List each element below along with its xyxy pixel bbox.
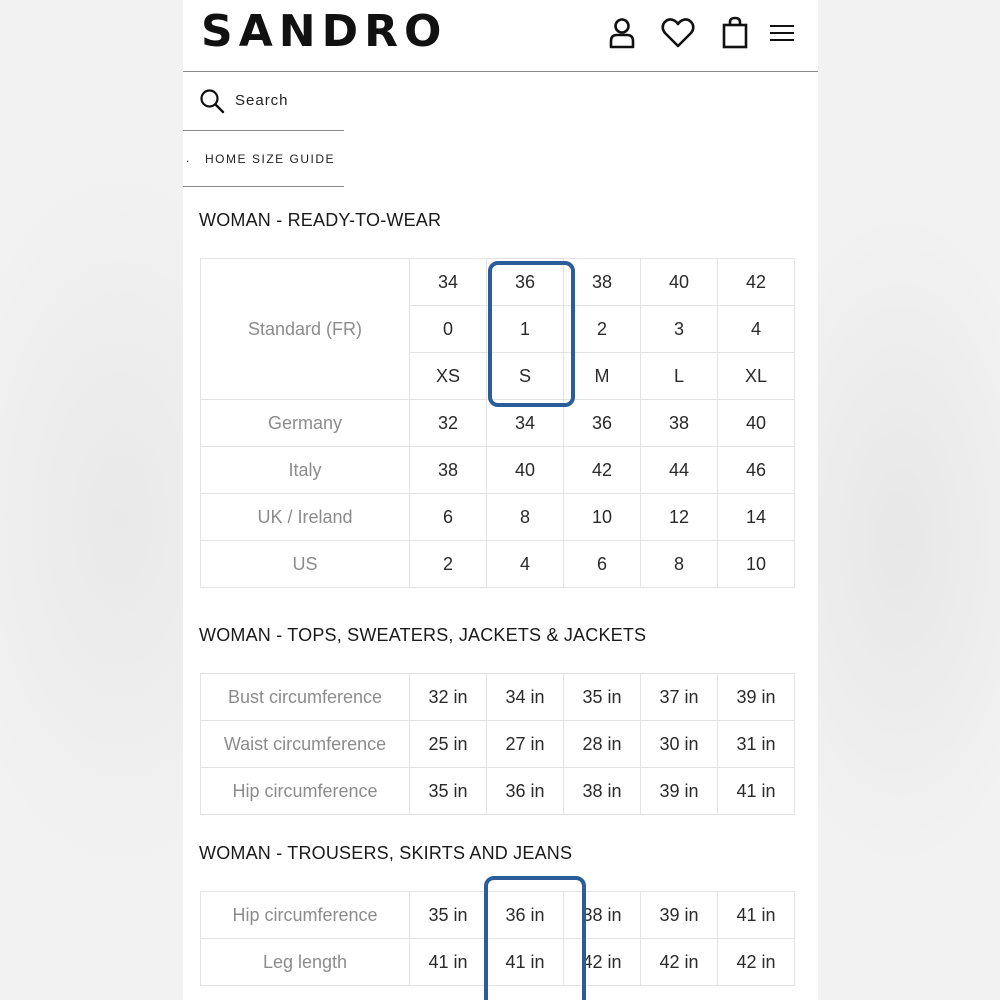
table-row bbox=[201, 494, 795, 541]
section-title-trousers: WOMAN - TROUSERS, SKIRTS AND JEANS bbox=[199, 843, 573, 863]
brand-logo[interactable]: SANDRO bbox=[201, 6, 448, 57]
size-cell: 34 bbox=[410, 259, 487, 306]
size-cell: 25 in bbox=[410, 721, 487, 768]
size-cell: 10 bbox=[564, 494, 641, 541]
size-guide-page bbox=[183, 0, 818, 1000]
table-row bbox=[201, 674, 795, 721]
row-label: Hip circumference bbox=[201, 768, 410, 815]
size-cell: 12 bbox=[641, 494, 718, 541]
size-cell: 8 bbox=[487, 494, 564, 541]
table-row bbox=[201, 400, 795, 447]
size-cell: 35 in bbox=[410, 768, 487, 815]
size-cell: 8 bbox=[641, 541, 718, 588]
row-label: Waist circumference bbox=[201, 721, 410, 768]
table-row bbox=[201, 768, 795, 815]
section-title-ready-to-wear: WOMAN - READY-TO-WEAR bbox=[199, 210, 442, 230]
size-cell: 14 bbox=[718, 494, 795, 541]
size-cell: S bbox=[487, 353, 564, 400]
size-cell: XL bbox=[718, 353, 795, 400]
size-cell: 34 in bbox=[487, 674, 564, 721]
size-cell: 36 in bbox=[487, 768, 564, 815]
size-cell: XS bbox=[410, 353, 487, 400]
size-cell: 32 bbox=[410, 400, 487, 447]
size-cell: 41 in bbox=[718, 768, 795, 815]
row-label: US bbox=[201, 541, 410, 588]
size-cell: 28 in bbox=[564, 721, 641, 768]
size-cell: 36 bbox=[487, 259, 564, 306]
search-bar[interactable] bbox=[183, 72, 344, 131]
size-cell: 41 in bbox=[718, 892, 795, 939]
size-cell: 32 in bbox=[410, 674, 487, 721]
table-row bbox=[201, 447, 795, 494]
section-title-tops: WOMAN - TOPS, SWEATERS, JACKETS & JACKETS bbox=[199, 625, 647, 645]
size-cell: 35 in bbox=[564, 674, 641, 721]
table-row bbox=[201, 939, 795, 986]
size-cell: 40 bbox=[718, 400, 795, 447]
size-cell: 39 in bbox=[718, 674, 795, 721]
size-cell: 6 bbox=[410, 494, 487, 541]
size-cell: M bbox=[564, 353, 641, 400]
search-icon[interactable] bbox=[199, 88, 225, 114]
menu-icon[interactable] bbox=[763, 14, 801, 52]
size-cell: 38 bbox=[641, 400, 718, 447]
table-row bbox=[201, 721, 795, 768]
row-label: Bust circumference bbox=[201, 674, 410, 721]
size-cell: 39 in bbox=[641, 892, 718, 939]
account-icon[interactable] bbox=[603, 14, 641, 52]
size-cell: 30 in bbox=[641, 721, 718, 768]
row-label: Germany bbox=[201, 400, 410, 447]
size-cell: 46 bbox=[718, 447, 795, 494]
size-cell: 4 bbox=[487, 541, 564, 588]
search-label[interactable]: Search bbox=[235, 92, 289, 109]
size-cell: 37 in bbox=[641, 674, 718, 721]
site-header bbox=[183, 0, 818, 72]
size-cell: 41 in bbox=[487, 939, 564, 986]
size-cell: 0 bbox=[410, 306, 487, 353]
breadcrumb-separator: . bbox=[186, 151, 191, 165]
size-cell: 27 in bbox=[487, 721, 564, 768]
size-cell: 42 bbox=[718, 259, 795, 306]
size-cell: 38 in bbox=[564, 768, 641, 815]
size-cell: 34 bbox=[487, 400, 564, 447]
table-row bbox=[201, 892, 795, 939]
size-cell: L bbox=[641, 353, 718, 400]
breadcrumb bbox=[183, 131, 344, 187]
size-cell: 38 bbox=[410, 447, 487, 494]
size-cell: 2 bbox=[564, 306, 641, 353]
size-cell: 42 bbox=[564, 447, 641, 494]
shopping-bag-icon[interactable] bbox=[716, 14, 754, 52]
size-cell: 38 in bbox=[564, 892, 641, 939]
size-cell: 10 bbox=[718, 541, 795, 588]
table-row bbox=[201, 541, 795, 588]
table-row bbox=[201, 259, 795, 306]
size-cell: 36 in bbox=[487, 892, 564, 939]
size-cell: 42 in bbox=[564, 939, 641, 986]
size-cell: 36 bbox=[564, 400, 641, 447]
breadcrumb-home-link[interactable]: HOME bbox=[205, 152, 247, 166]
size-cell: 40 bbox=[641, 259, 718, 306]
size-cell: 35 in bbox=[410, 892, 487, 939]
breadcrumb-current: SIZE GUIDE bbox=[252, 152, 336, 166]
tops-size-table bbox=[200, 673, 795, 815]
size-cell: 40 bbox=[487, 447, 564, 494]
ready-to-wear-size-table bbox=[200, 258, 795, 588]
size-cell: 42 in bbox=[718, 939, 795, 986]
row-label: Italy bbox=[201, 447, 410, 494]
wishlist-heart-icon[interactable] bbox=[659, 14, 697, 52]
row-label: UK / Ireland bbox=[201, 494, 410, 541]
row-label: Leg length bbox=[201, 939, 410, 986]
size-cell: 4 bbox=[718, 306, 795, 353]
size-cell: 2 bbox=[410, 541, 487, 588]
size-cell: 6 bbox=[564, 541, 641, 588]
size-cell: 1 bbox=[487, 306, 564, 353]
size-cell: 38 bbox=[564, 259, 641, 306]
size-cell: 39 in bbox=[641, 768, 718, 815]
size-cell: 42 in bbox=[641, 939, 718, 986]
size-cell: 44 bbox=[641, 447, 718, 494]
size-cell: 31 in bbox=[718, 721, 795, 768]
trousers-size-table bbox=[200, 891, 795, 986]
row-label: Standard (FR) bbox=[201, 259, 410, 400]
row-label: Hip circumference bbox=[201, 892, 410, 939]
size-cell: 41 in bbox=[410, 939, 487, 986]
size-cell: 3 bbox=[641, 306, 718, 353]
